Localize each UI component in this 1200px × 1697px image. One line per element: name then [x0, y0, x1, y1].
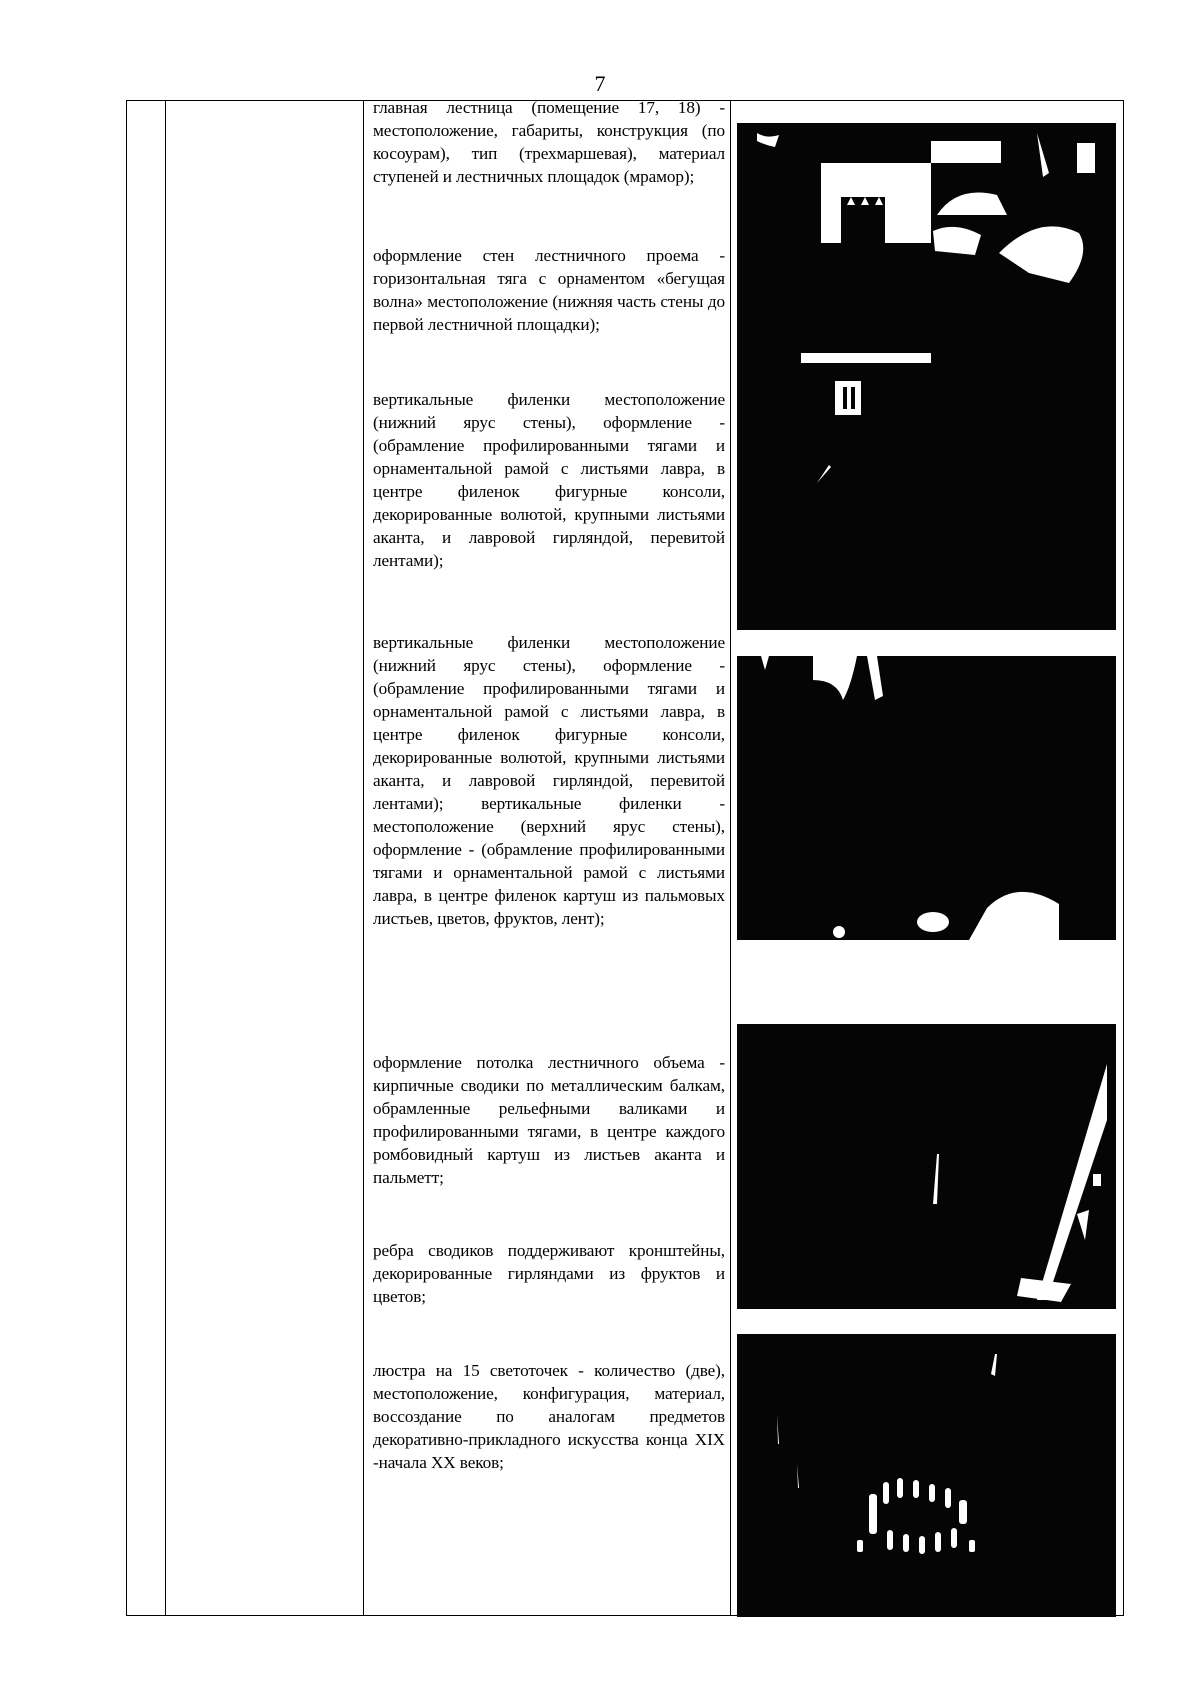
paragraph-main-staircase: главная лестница (помещение 17, 18) - местоположение, габариты, конструкция (по косоурам), тип (трехмаршевая), материал ступеней и лестничных площадок (мрамор); [373, 98, 725, 186]
chandelier-photo [737, 1334, 1116, 1617]
main-staircase-image [737, 123, 1116, 630]
description-column [373, 98, 725, 1615]
paragraph-vertical-panels: вертикальные филенки местоположение (нижний ярус стены), оформление - (обрамление профилированными тягами и орнаментальной рамой с листьями лавра, в центре филенок фигурные консоли, декорированные волютой, крупными листьями аканта, и лавровой гирляндой, перевитой лентами); [373, 390, 725, 570]
paragraph-chandelier: люстра на 15 светоточек - количество (две), местоположение, конфигурация, материал, воссоздание по аналогам предметов декоративно-прикладного искусства конца XIX -начала XX веков; [373, 1361, 725, 1472]
wall-panels-photo [737, 656, 1116, 940]
page-number: 7 [594, 71, 606, 96]
column-divider-1 [165, 101, 166, 1615]
ceiling-vaults-image [737, 1024, 1116, 1309]
column-divider-3 [730, 101, 731, 1615]
ceiling-vaults-photo [737, 1024, 1116, 1309]
chandelier-image [737, 1334, 1116, 1617]
paragraph-vault-ribs: ребра сводиков поддерживают кронштейны, декорированные гирляндами из фруктов и цветов; [373, 1241, 725, 1306]
wall-panels-image [737, 656, 1116, 940]
column-divider-2 [363, 101, 364, 1615]
paragraph-wall-decoration: оформление стен лестничного проема - горизонтальная тяга с орнаментом «бегущая волна» местоположение (нижняя часть стены до первой лестничной площадки); [373, 246, 725, 334]
paragraph-vertical-panels-upper: вертикальные филенки местоположение (нижний ярус стены), оформление - (обрамление профилированными тягами и орнаментальной рамой с листьями лавра, в центре филенок фигурные консоли, декорированные волютой, крупными листьями аканта, и лавровой гирляндой, перевитой лентами); вертикальные филенки - местоположение (верхний ярус стены), оформление - (обрамление профилированными тягами и орнаментальной рамой с листьями лавра, в центре филенок картуш из пальмовых листьев, цветов, фруктов, лент); [373, 633, 725, 928]
main-staircase-photo [737, 123, 1116, 630]
description-table [126, 100, 1124, 1616]
paragraph-ceiling: оформление потолка лестничного объема - кирпичные сводики по металлическим балкам, обрамленные рельефными валиками и профилированными тягами, в центре каждого ромбовидный картуш из листьев аканта и пальметт; [373, 1053, 725, 1187]
